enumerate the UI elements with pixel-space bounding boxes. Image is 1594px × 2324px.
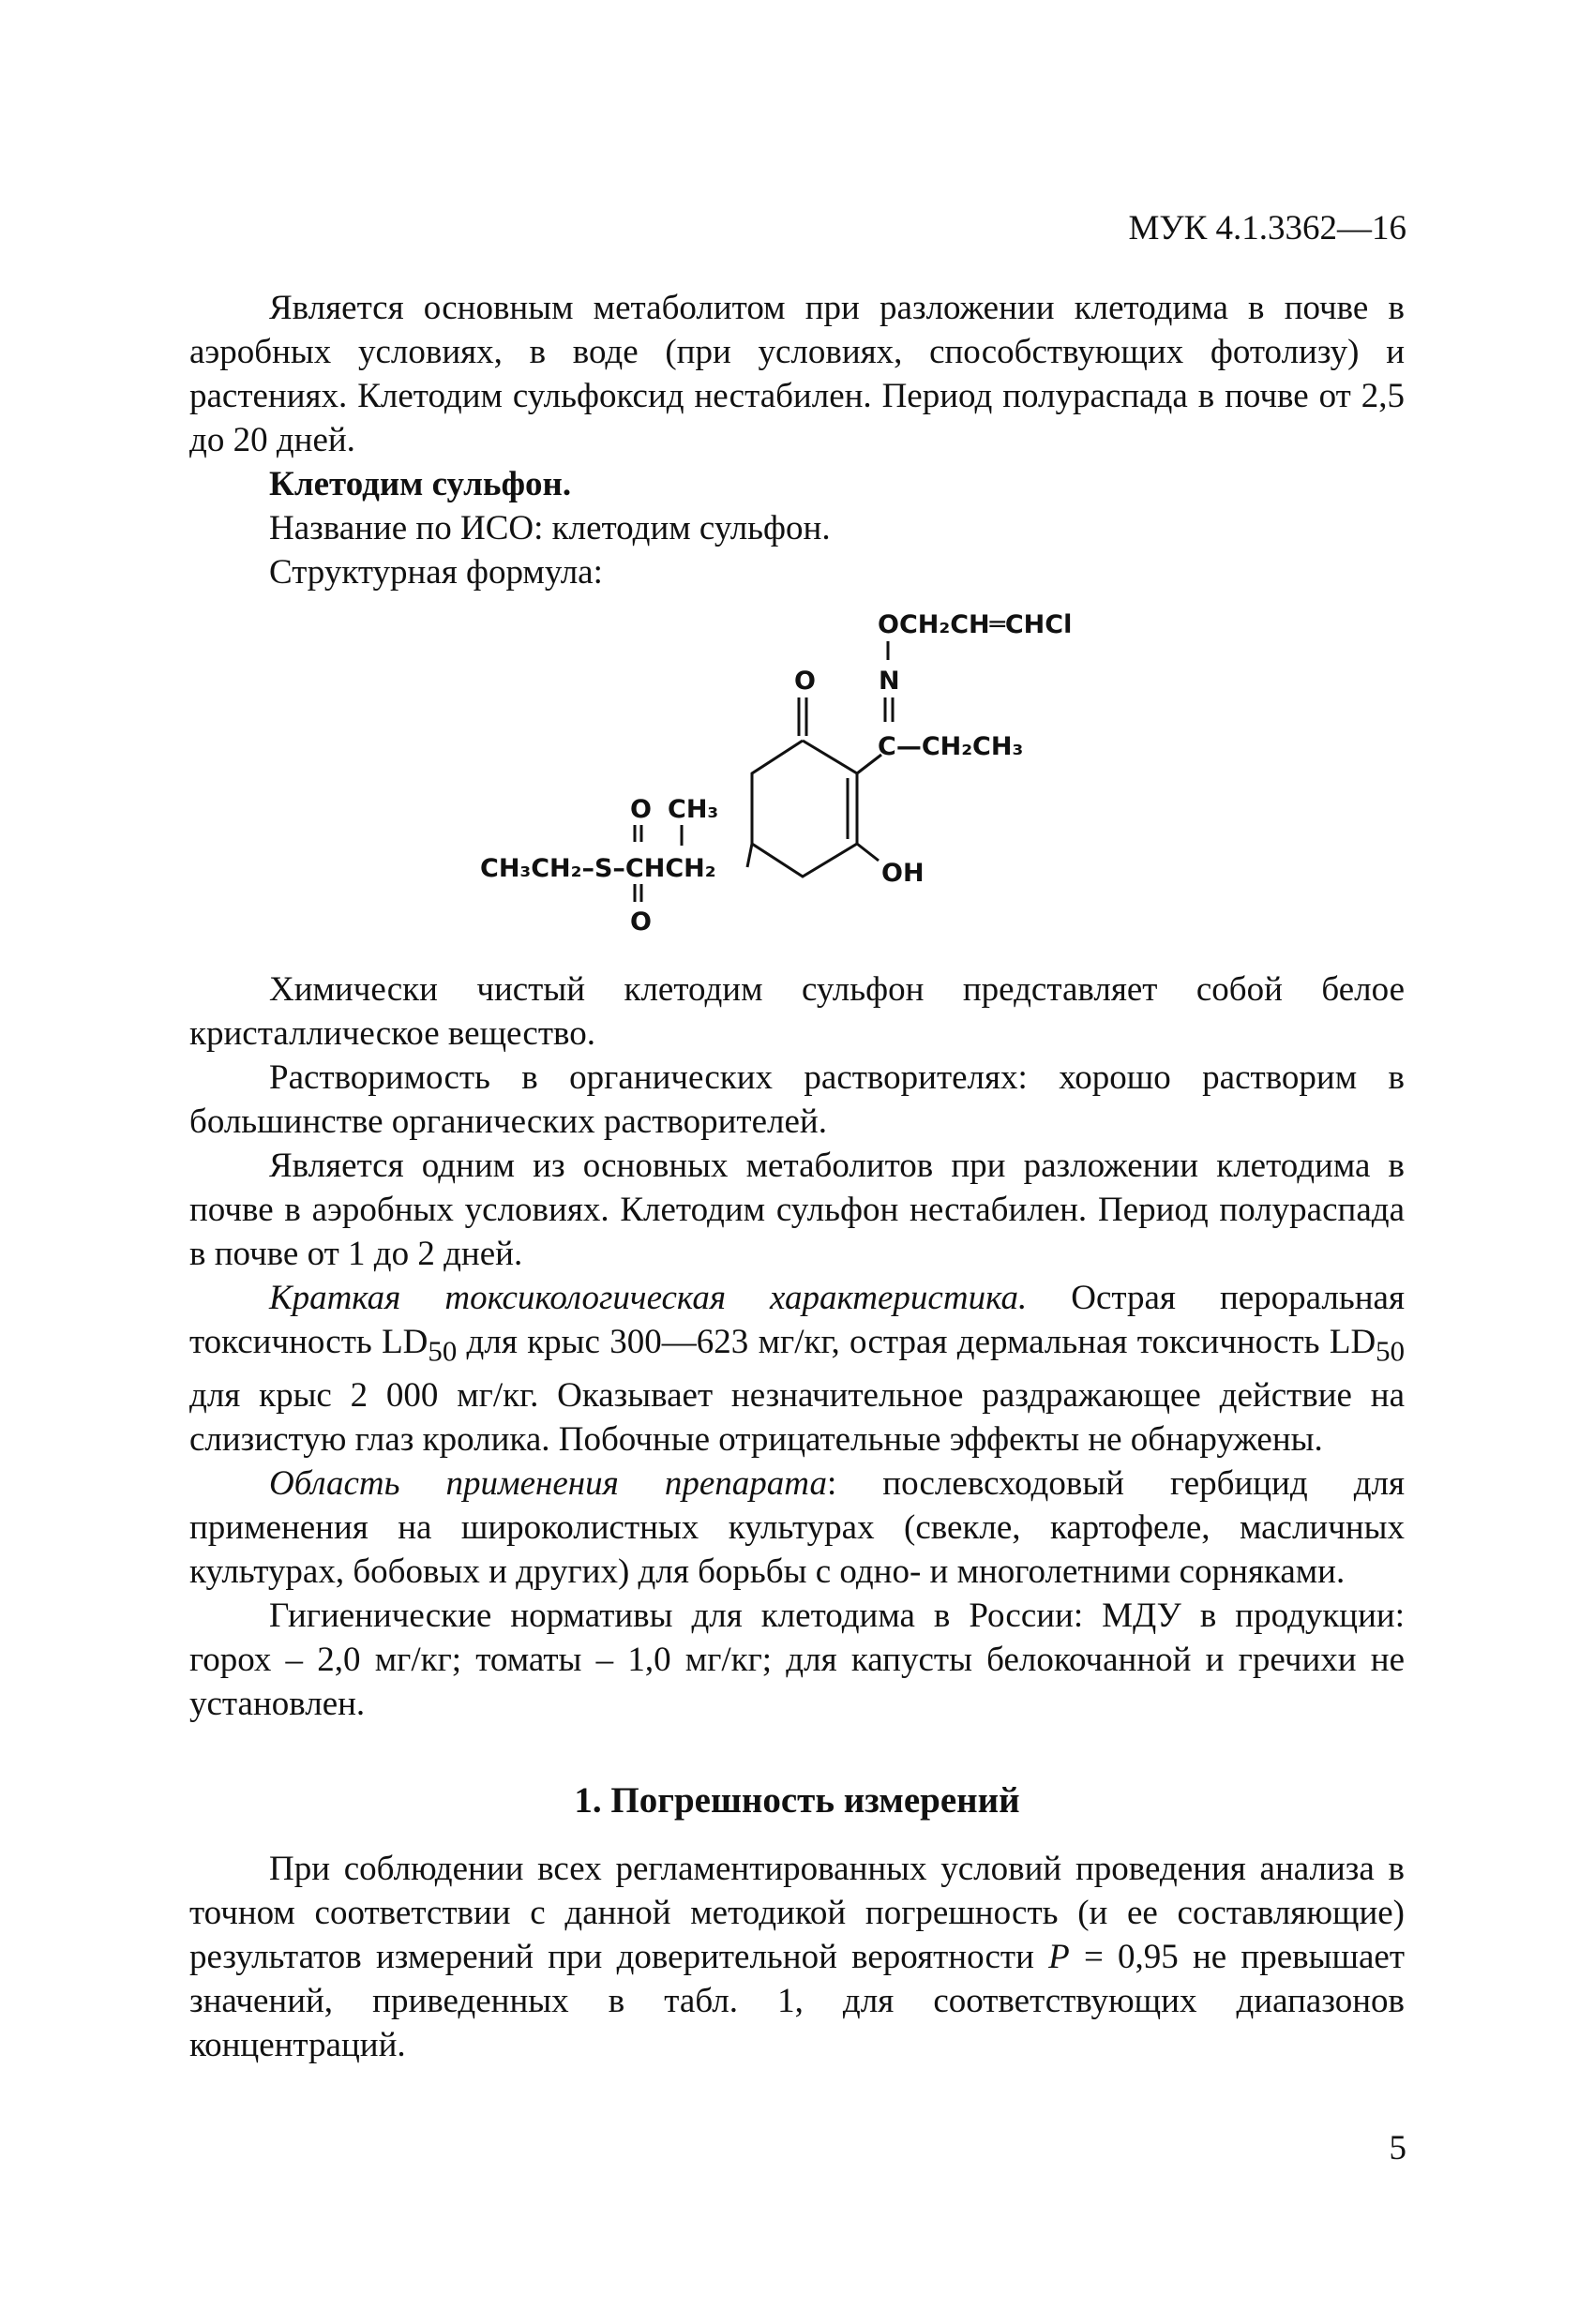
bond-ring-c [857,755,881,773]
error-text-a: При соблюдении всех регламентированных условий проведения анализа в точном соответствии с данной методикой погрешность (и ее составляющие) результатов измерений при доверительной вероятности [189,1850,1405,1976]
section-block [189,1847,1405,2067]
paragraph-metabolite: Является одним из основных метаболитов при разложении клетодима в почве в аэробных условиях. Клетодим сульфон нестабилен. Период полураспада в почве от 1 до 2 дней. [189,1147,1405,1273]
ld50-subscript-1: 50 [428,1335,458,1368]
document-code: МУК 4.1.3362—16 [1128,209,1406,247]
ld50-subscript-2: 50 [1376,1335,1405,1368]
ring [752,741,857,877]
toxicology-label: Краткая токсикологическая характеристика. [269,1279,1028,1317]
formula-oh: OH [881,859,925,888]
bond-ring-oh [857,844,879,861]
formula-o-sulfone-bottom: O [630,907,652,937]
intro-paragraph: Является основным метаболитом при разложении клетодима в почве в аэробных условиях, в воде (при условиях, способствующих фотолизу) и растениях. Клетодим сульфоксид нестабилен. Период полураспада в почве от 2,5 до 20 дней. [189,289,1405,459]
probability-symbol: P [1048,1938,1070,1976]
page-number: 5 [1389,2129,1406,2167]
formula-ch3-branch: CH₃ [668,795,719,824]
toxicology-text-b: для крыс 300—623 мг/кг, острая дермальная токсичность LD [457,1323,1376,1361]
iso-name: Название по ИСО: клетодим сульфон. [269,509,831,547]
paragraph-solubility: Растворимость в органических растворителях: хорошо растворим в большинстве органических растворителей. [189,1058,1405,1141]
application-label: Область применения препарата [269,1464,827,1504]
formula-o-ketone: O [794,667,816,696]
formula-top-chain: OCH₂CH═CHCl [878,610,1073,639]
toxicology-text-a: Острая пероральная токсичность LD [189,1279,1405,1361]
paragraph-toxicology [189,1276,1405,1462]
structural-formula-drawing [189,600,1405,961]
intro-block [189,286,1405,594]
formula-label: Структурная формула: [269,553,603,592]
formula-left-chain: CH₃CH₂–S–CHCH₂ [480,854,716,883]
formula-o-sulfone-top: O [630,795,652,824]
paragraph-purity: Химически чистый клетодим сульфон представляет собой белое кристаллическое вещество. [189,970,1405,1053]
paragraph-hygiene: Гигиенические нормативы для клетодима в России: МДУ в продукции: горох – 2,0 мг/кг; томаты – 1,0 мг/кг; для капусты белокочанной и гречихи не установлен. [189,1597,1405,1724]
description-block [189,967,1405,1726]
bond-ring-chain [747,844,752,867]
structural-formula [189,600,1405,961]
formula-c-side: C—CH₂CH₃ [878,732,1024,761]
paragraph-error [189,1847,1405,2067]
formula-n: N [879,667,900,696]
section-heading: 1. Погрешность измерений [574,1780,1020,1821]
paragraph-application [189,1462,1405,1594]
toxicology-text-c: для крыс 2 000 мг/кг. Оказывает незначительное раздражающее действие на слизистую глаз кролика. Побочные отрицательные эффекты не обнаружены. [189,1376,1405,1460]
error-text-b: = 0,95 не превышает значений, приведенных в табл. 1, для соответствующих диапазонов концентраций. [189,1938,1405,2064]
application-text: : послевсходовый гербицид для применения на широколистных культурах (свекле, картофеле, масличных культурах, бобовых и других) для борьбы с одно- и многолетними сорняками. [189,1464,1405,1592]
compound-title: Клетодим сульфон. [269,465,572,503]
